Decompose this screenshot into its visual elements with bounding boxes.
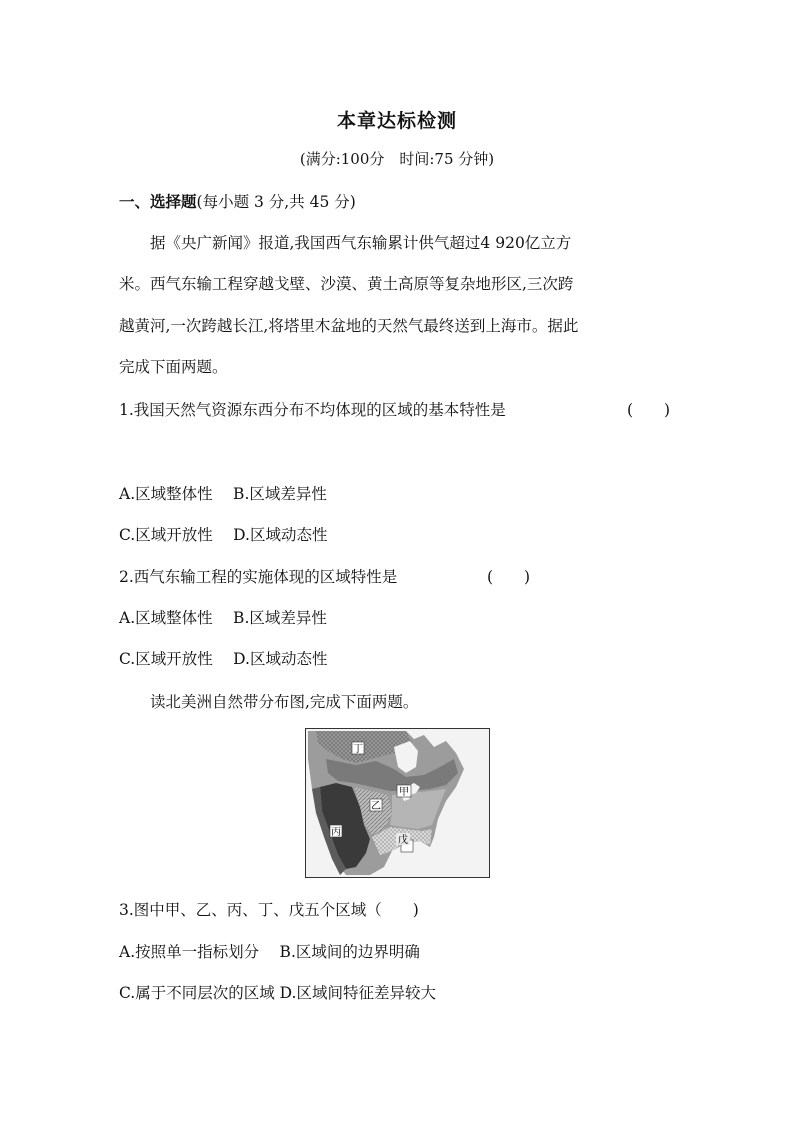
map-label-yi: 乙 bbox=[371, 801, 381, 812]
passage1-line: 据《央广新闻》报道,我国西气东输累计供气超过4 920亿立方 bbox=[150, 234, 572, 252]
question-1-options: C.区域开放性 D.区域动态性 bbox=[119, 526, 328, 544]
passage1-line: 完成下面两题。 bbox=[119, 358, 228, 376]
page-subtitle: (满分:100分 时间:75 分钟) bbox=[299, 150, 495, 168]
question-2-options: A.区域整体性 B.区域差异性 bbox=[119, 609, 327, 627]
passage1-line: 米。西气东输工程穿越戈壁、沙漠、黄土高原等复杂地形区,三次跨 bbox=[119, 275, 574, 293]
passage1-line: 越黄河,一次跨越长江,将塔里木盆地的天然气最终送到上海市。据此 bbox=[119, 317, 579, 335]
question-3-stem: 3.图中甲、乙、丙、丁、戊五个区域（ ) bbox=[119, 901, 419, 919]
question-2-stem: 2.西气东输工程的实施体现的区域特性是 bbox=[119, 568, 398, 586]
question-3-options: C.属于不同层次的区域 D.区域间特征差异较大 bbox=[119, 984, 436, 1002]
section-heading bbox=[119, 190, 356, 212]
question-2-answer-bracket: ( ) bbox=[487, 568, 531, 586]
question-3-options: A.按照单一指标划分 B.区域间的边界明确 bbox=[119, 943, 420, 961]
north-america-natural-zone-map bbox=[305, 728, 490, 878]
map-label-bing: 丙 bbox=[331, 827, 341, 838]
question-2-options: C.区域开放性 D.区域动态性 bbox=[119, 650, 328, 668]
question-1-answer-bracket: ( ) bbox=[627, 401, 671, 419]
question-1-stem: 1.我国天然气资源东西分布不均体现的区域的基本特性是 bbox=[119, 401, 506, 419]
question-1-options: A.区域整体性 B.区域差异性 bbox=[119, 485, 327, 503]
map-label-jia: 甲 bbox=[399, 787, 409, 798]
map-label-ding: 丁 bbox=[353, 744, 363, 755]
section-heading-title: 一、选择题 bbox=[119, 192, 197, 211]
section-heading-note: (每小题 3 分,共 45 分) bbox=[196, 193, 356, 211]
map-label-wu: 戊 bbox=[398, 835, 408, 846]
passage2-text: 读北美洲自然带分布图,完成下面两题。 bbox=[150, 693, 419, 711]
map-graphic bbox=[306, 729, 489, 877]
page-title: 本章达标检测 bbox=[336, 110, 457, 132]
